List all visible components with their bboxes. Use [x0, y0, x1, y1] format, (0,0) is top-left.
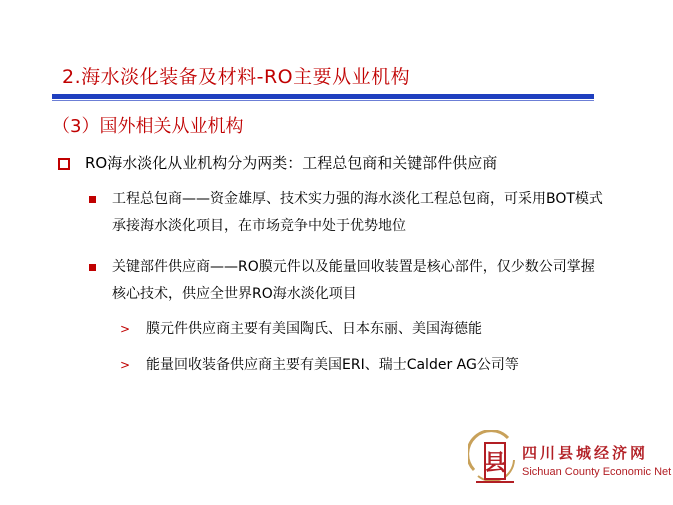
- seal-glyph: 县: [483, 450, 507, 476]
- slide-title: 2.海水淡化装备及材料-RO主要从业机构: [62, 66, 411, 88]
- hollow-square-bullet-icon: [58, 158, 70, 170]
- square-bullet-icon: [89, 264, 96, 271]
- list-item: [86, 186, 606, 240]
- arrow-bullet-icon: >: [120, 322, 131, 336]
- logo-name-cn: 四川县城经济网: [522, 444, 649, 462]
- sub-list-item-text: 能量回收装备供应商主要有美国ERI、瑞士Calder AG公司等: [146, 357, 519, 373]
- list-item-text: 关键部件供应商——RO膜元件以及能量回收装置是核心部件，仅少数公司掌握核心技术，供应全世界RO海水淡化项目: [112, 259, 595, 302]
- seal-icon: [468, 430, 520, 488]
- title-underline-thin: [52, 100, 594, 101]
- list-item: [86, 254, 606, 308]
- logo-name-en: Sichuan County Economic Net: [522, 466, 672, 478]
- main-point-text: RO海水淡化从业机构分为两类：工程总包商和关键部件供应商: [85, 154, 498, 172]
- section-subtitle: （3）国外相关从业机构: [52, 116, 244, 137]
- title-underline: [52, 94, 594, 99]
- site-logo: [468, 430, 672, 490]
- list-item-text: 工程总包商——资金雄厚、技术实力强的海水淡化工程总包商，可采用BOT模式承接海水淡化项目，在市场竞争中处于优势地位: [112, 191, 603, 234]
- arrow-bullet-icon: >: [120, 358, 131, 372]
- sub-list-item-text: 膜元件供应商主要有美国陶氏、日本东丽、美国海德能: [146, 321, 482, 337]
- square-bullet-icon: [89, 196, 96, 203]
